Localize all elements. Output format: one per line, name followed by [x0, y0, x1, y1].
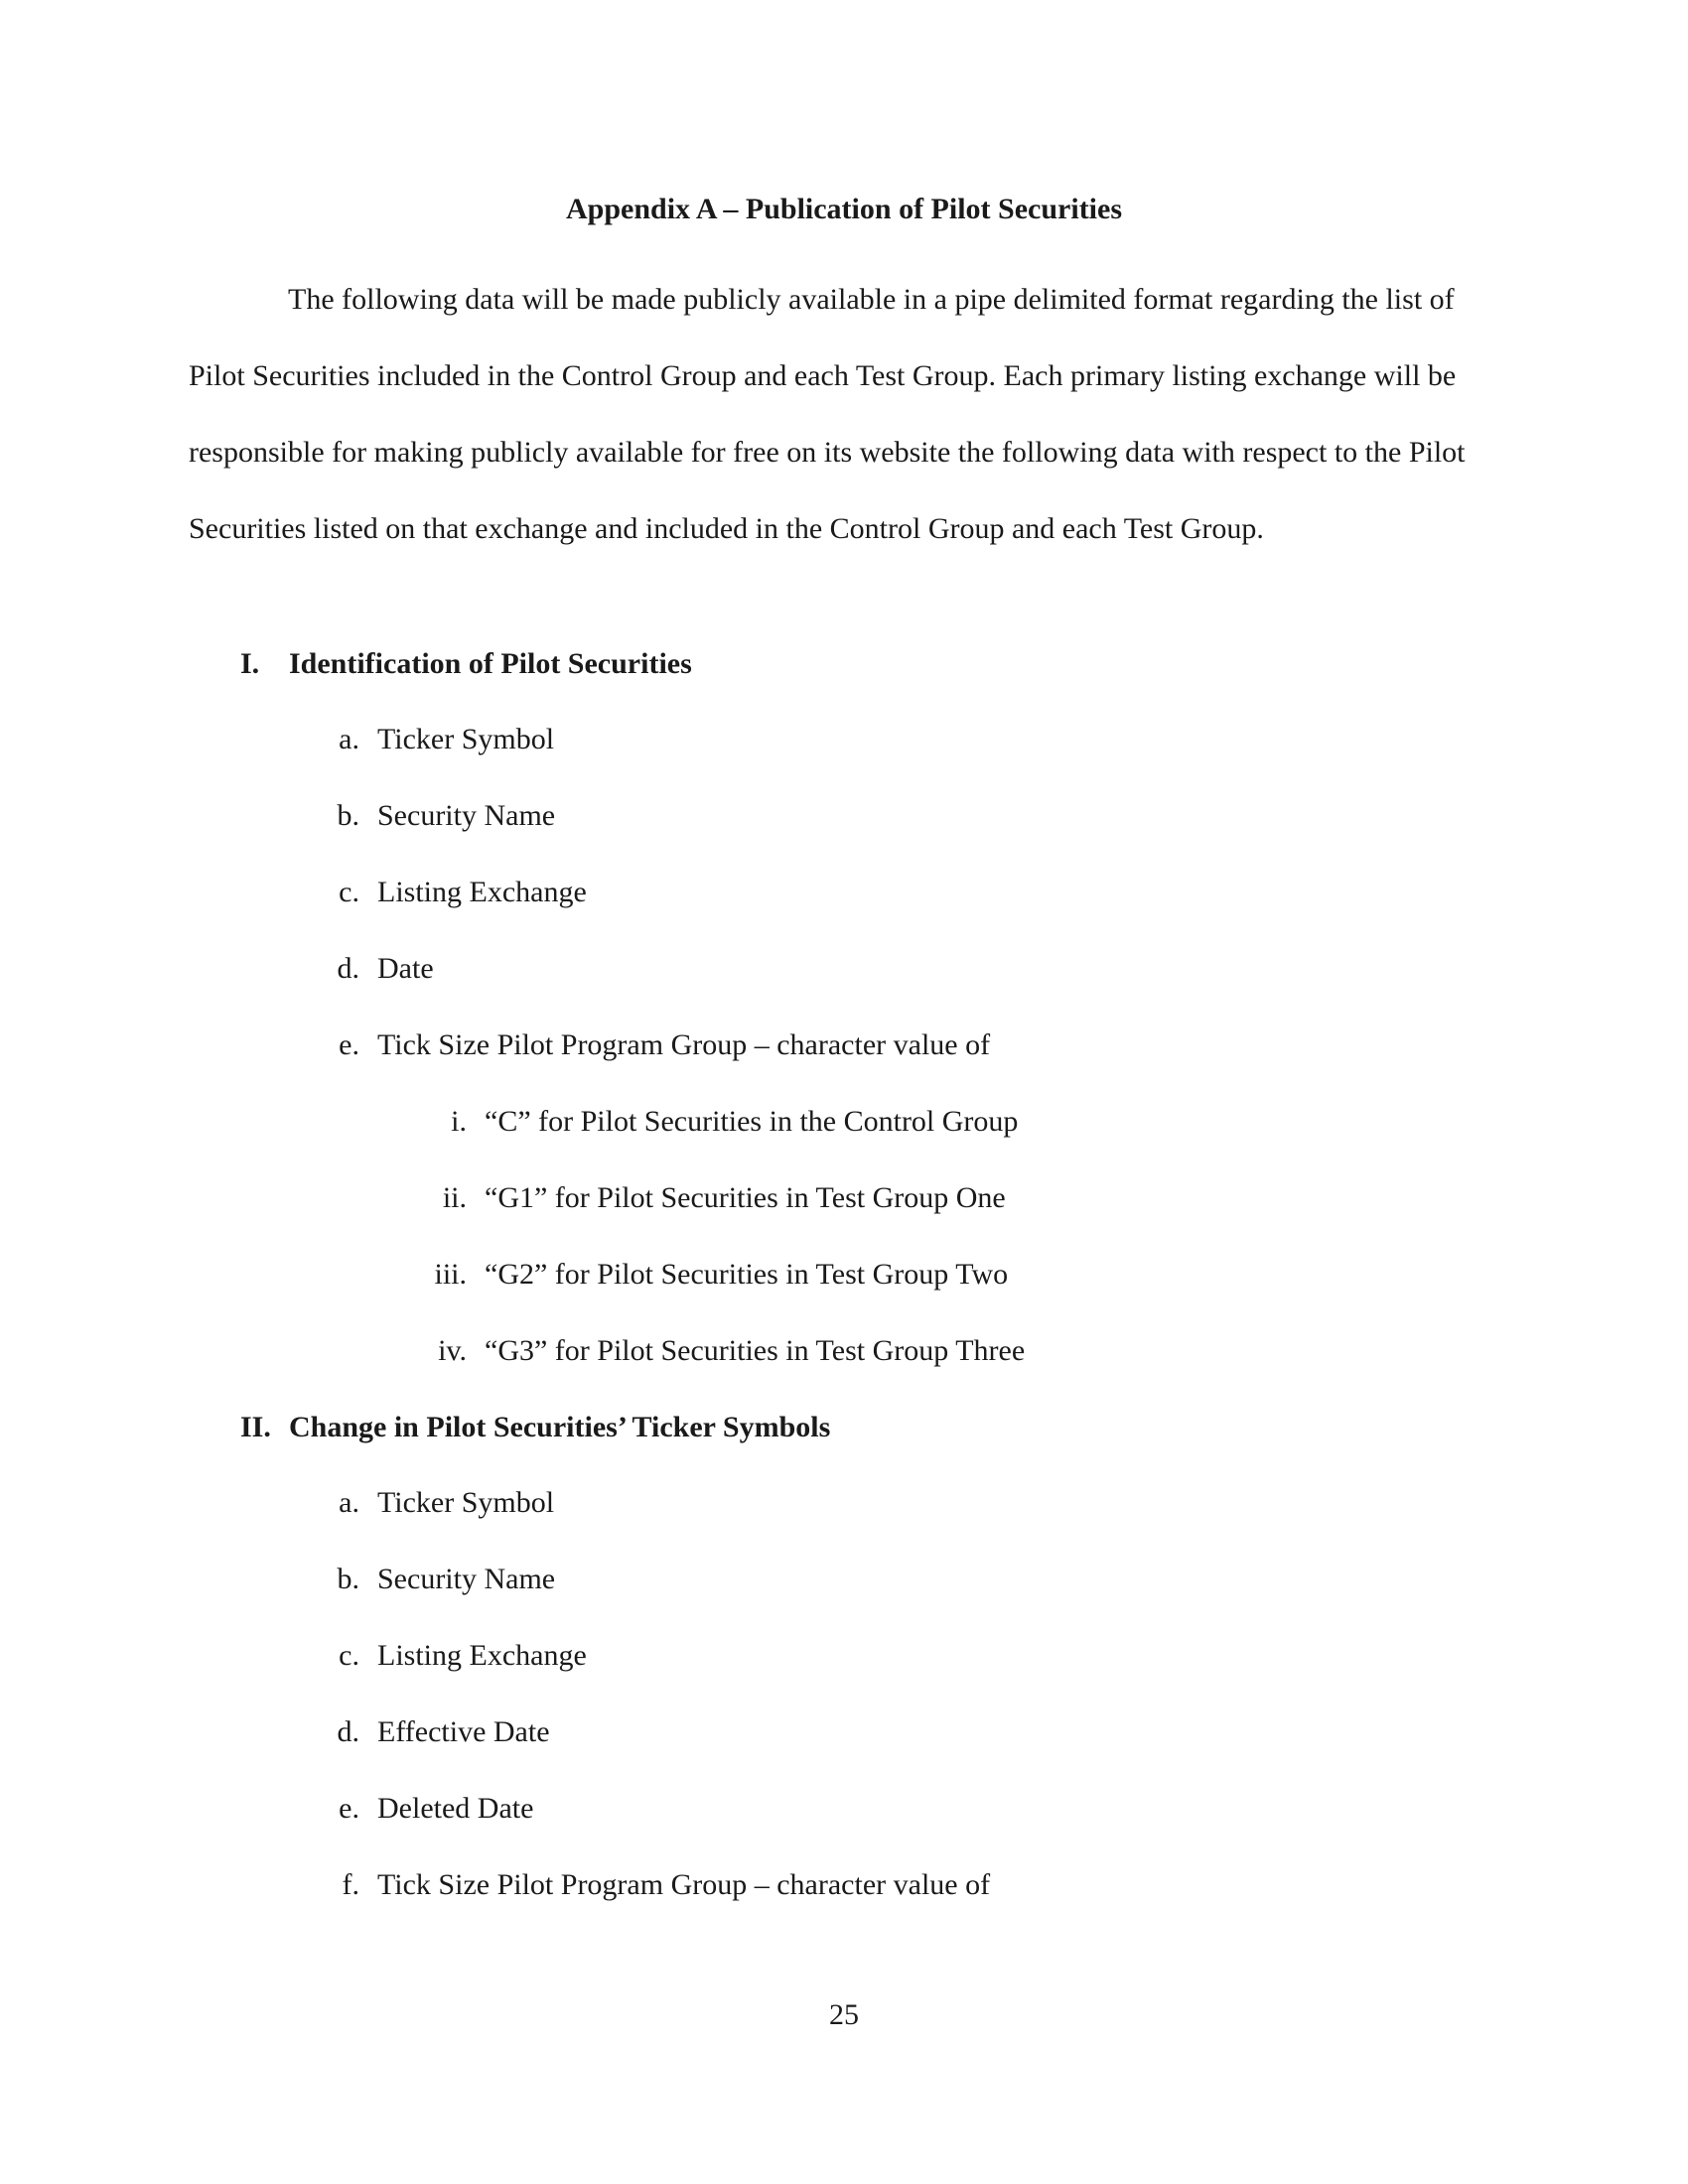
list-item — [328, 1789, 533, 1829]
list-item-text: “G2” for Pilot Securities in Test Group Two — [485, 1258, 1009, 1291]
section-heading-1 — [240, 644, 692, 684]
list-marker: d. — [337, 1715, 359, 1748]
list-marker: i. — [451, 1105, 467, 1138]
list-marker: f. — [342, 1868, 359, 1901]
sub-list-item — [407, 1178, 1006, 1218]
list-item — [328, 1712, 550, 1752]
list-item — [328, 1560, 555, 1599]
list-item — [328, 796, 555, 836]
list-marker: e. — [339, 1792, 359, 1825]
intro-paragraph: The following data will be made publicly available in a pipe delimited format regarding the list of Pilot Securities included in the Control Group and each Test Group. Each primary listing exchange will be responsible for making publicly available for free on its website the following data with respect to the Pilot Securities listed on that exchange and included in the Control Group and each Test Group. — [189, 283, 1466, 545]
document-title: Appendix A – Publication of Pilot Securities — [565, 193, 1123, 225]
list-marker: c. — [339, 1639, 359, 1672]
list-marker: b. — [337, 799, 359, 832]
section-title: Change in Pilot Securities’ Ticker Symbols — [289, 1411, 831, 1443]
list-item-text: Tick Size Pilot Program Group – character value of — [377, 1868, 991, 1901]
list-marker: iii. — [434, 1258, 467, 1291]
sub-list-item — [407, 1255, 1008, 1295]
list-item-text: Listing Exchange — [377, 876, 587, 908]
list-marker: iv. — [438, 1334, 467, 1367]
list-item-text: “G3” for Pilot Securities in Test Group Three — [485, 1334, 1026, 1367]
list-item-text: “C” for Pilot Securities in the Control Group — [485, 1105, 1019, 1138]
list-item-text: Effective Date — [377, 1715, 550, 1748]
list-marker: e. — [339, 1028, 359, 1061]
list-item — [328, 1636, 587, 1676]
list-item-text: Listing Exchange — [377, 1639, 587, 1672]
list-item — [328, 720, 554, 759]
list-item — [328, 1025, 990, 1065]
sub-list-item — [407, 1331, 1025, 1371]
list-marker: c. — [339, 876, 359, 908]
list-item — [328, 949, 434, 989]
section-number: II. — [240, 1411, 271, 1443]
list-item — [328, 873, 587, 912]
list-item-text: Security Name — [377, 1563, 556, 1595]
list-item-text: “G1” for Pilot Securities in Test Group One — [485, 1181, 1006, 1214]
list-item-text: Deleted Date — [377, 1792, 534, 1825]
page-number: 25 — [829, 1998, 859, 2031]
list-marker: ii. — [442, 1181, 467, 1214]
section-title: Identification of Pilot Securities — [289, 647, 692, 680]
list-item-text: Ticker Symbol — [377, 1486, 555, 1519]
list-marker: d. — [337, 952, 359, 985]
list-item — [328, 1483, 554, 1523]
section-heading-2 — [240, 1408, 830, 1447]
list-marker: a. — [339, 1486, 359, 1519]
list-item-text: Tick Size Pilot Program Group – character value of — [377, 1028, 991, 1061]
list-item-text: Ticker Symbol — [377, 723, 555, 755]
list-item — [328, 1865, 990, 1905]
list-item-text: Date — [377, 952, 434, 985]
section-number: I. — [240, 647, 260, 680]
sub-list-item — [407, 1102, 1018, 1142]
list-marker: b. — [337, 1563, 359, 1595]
list-marker: a. — [339, 723, 359, 755]
list-item-text: Security Name — [377, 799, 556, 832]
